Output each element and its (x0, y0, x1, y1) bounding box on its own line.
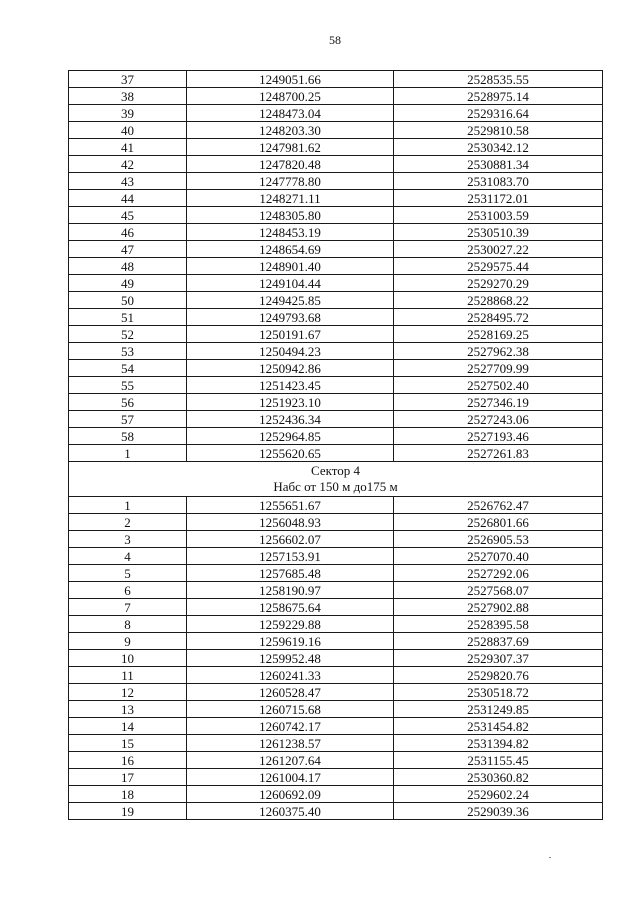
point-number-cell: 51 (69, 309, 187, 326)
y-coordinate-cell: 2528535.55 (394, 71, 603, 88)
y-coordinate-cell: 2527261.83 (394, 445, 603, 462)
x-coordinate-cell: 1261207.64 (187, 752, 394, 769)
point-number-cell: 4 (69, 548, 187, 565)
table-row (69, 701, 603, 718)
y-coordinate-cell: 2531172.01 (394, 190, 603, 207)
point-number-cell: 52 (69, 326, 187, 343)
scan-speck (549, 857, 551, 858)
coordinates-table-part2 (69, 497, 603, 820)
table-row (69, 582, 603, 599)
x-coordinate-cell: 1249425.85 (187, 292, 394, 309)
x-coordinate-cell: 1250494.23 (187, 343, 394, 360)
table-row (69, 667, 603, 684)
y-coordinate-cell: 2527070.40 (394, 548, 603, 565)
point-number-cell: 46 (69, 224, 187, 241)
coordinates-table-part1 (69, 71, 603, 462)
y-coordinate-cell: 2526801.66 (394, 514, 603, 531)
y-coordinate-cell: 2529575.44 (394, 258, 603, 275)
table-row (69, 224, 603, 241)
y-coordinate-cell: 2526762.47 (394, 497, 603, 514)
table-row (69, 292, 603, 309)
x-coordinate-cell: 1249051.66 (187, 71, 394, 88)
point-number-cell: 16 (69, 752, 187, 769)
x-coordinate-cell: 1257685.48 (187, 565, 394, 582)
y-coordinate-cell: 2529307.37 (394, 650, 603, 667)
table-row (69, 377, 603, 394)
table-row (69, 360, 603, 377)
y-coordinate-cell: 2528975.14 (394, 88, 603, 105)
y-coordinate-cell: 2531394.82 (394, 735, 603, 752)
table-row (69, 190, 603, 207)
table-row (69, 786, 603, 803)
point-number-cell: 11 (69, 667, 187, 684)
point-number-cell: 2 (69, 514, 187, 531)
x-coordinate-cell: 1252436.34 (187, 411, 394, 428)
y-coordinate-cell: 2528495.72 (394, 309, 603, 326)
x-coordinate-cell: 1258190.97 (187, 582, 394, 599)
x-coordinate-cell: 1258675.64 (187, 599, 394, 616)
point-number-cell: 12 (69, 684, 187, 701)
x-coordinate-cell: 1259619.16 (187, 633, 394, 650)
x-coordinate-cell: 1255620.65 (187, 445, 394, 462)
table-row (69, 156, 603, 173)
x-coordinate-cell: 1256048.93 (187, 514, 394, 531)
y-coordinate-cell: 2531155.45 (394, 752, 603, 769)
point-number-cell: 53 (69, 343, 187, 360)
point-number-cell: 48 (69, 258, 187, 275)
table-row (69, 139, 603, 156)
y-coordinate-cell: 2527902.88 (394, 599, 603, 616)
y-coordinate-cell: 2527709.99 (394, 360, 603, 377)
table-row (69, 309, 603, 326)
point-number-cell: 37 (69, 71, 187, 88)
y-coordinate-cell: 2529039.36 (394, 803, 603, 820)
table-row (69, 394, 603, 411)
x-coordinate-cell: 1248700.25 (187, 88, 394, 105)
x-coordinate-cell: 1261004.17 (187, 769, 394, 786)
x-coordinate-cell: 1248305.80 (187, 207, 394, 224)
x-coordinate-cell: 1260241.33 (187, 667, 394, 684)
point-number-cell: 13 (69, 701, 187, 718)
table-row (69, 105, 603, 122)
x-coordinate-cell: 1248473.04 (187, 105, 394, 122)
x-coordinate-cell: 1248654.69 (187, 241, 394, 258)
x-coordinate-cell: 1260375.40 (187, 803, 394, 820)
table-row (69, 173, 603, 190)
point-number-cell: 39 (69, 105, 187, 122)
x-coordinate-cell: 1256602.07 (187, 531, 394, 548)
y-coordinate-cell: 2530510.39 (394, 224, 603, 241)
y-coordinate-cell: 2527292.06 (394, 565, 603, 582)
point-number-cell: 40 (69, 122, 187, 139)
point-number-cell: 55 (69, 377, 187, 394)
table-row (69, 343, 603, 360)
table-row (69, 428, 603, 445)
y-coordinate-cell: 2530881.34 (394, 156, 603, 173)
point-number-cell: 6 (69, 582, 187, 599)
y-coordinate-cell: 2530518.72 (394, 684, 603, 701)
x-coordinate-cell: 1259952.48 (187, 650, 394, 667)
point-number-cell: 15 (69, 735, 187, 752)
point-number-cell: 42 (69, 156, 187, 173)
x-coordinate-cell: 1249104.44 (187, 275, 394, 292)
x-coordinate-cell: 1260692.09 (187, 786, 394, 803)
y-coordinate-cell: 2527346.19 (394, 394, 603, 411)
point-number-cell: 1 (69, 497, 187, 514)
x-coordinate-cell: 1250191.67 (187, 326, 394, 343)
coordinates-table (68, 70, 603, 820)
point-number-cell: 43 (69, 173, 187, 190)
table-row (69, 531, 603, 548)
point-number-cell: 7 (69, 599, 187, 616)
x-coordinate-cell: 1260715.68 (187, 701, 394, 718)
y-coordinate-cell: 2530027.22 (394, 241, 603, 258)
x-coordinate-cell: 1252964.85 (187, 428, 394, 445)
point-number-cell: 44 (69, 190, 187, 207)
x-coordinate-cell: 1257153.91 (187, 548, 394, 565)
x-coordinate-cell: 1248901.40 (187, 258, 394, 275)
table-row (69, 445, 603, 462)
y-coordinate-cell: 2527962.38 (394, 343, 603, 360)
point-number-cell: 54 (69, 360, 187, 377)
table-row (69, 548, 603, 565)
y-coordinate-cell: 2531454.82 (394, 718, 603, 735)
x-coordinate-cell: 1247820.48 (187, 156, 394, 173)
point-number-cell: 8 (69, 616, 187, 633)
y-coordinate-cell: 2528868.22 (394, 292, 603, 309)
point-number-cell: 17 (69, 769, 187, 786)
y-coordinate-cell: 2529270.29 (394, 275, 603, 292)
point-number-cell: 56 (69, 394, 187, 411)
y-coordinate-cell: 2531083.70 (394, 173, 603, 190)
table-row (69, 275, 603, 292)
section-header (69, 462, 603, 497)
x-coordinate-cell: 1248271.11 (187, 190, 394, 207)
table-row (69, 803, 603, 820)
x-coordinate-cell: 1248203.30 (187, 122, 394, 139)
table-row (69, 122, 603, 139)
x-coordinate-cell: 1260742.17 (187, 718, 394, 735)
table-row (69, 207, 603, 224)
table-row (69, 599, 603, 616)
point-number-cell: 41 (69, 139, 187, 156)
section-header-row (69, 462, 603, 497)
x-coordinate-cell: 1259229.88 (187, 616, 394, 633)
y-coordinate-cell: 2526905.53 (394, 531, 603, 548)
table-row (69, 633, 603, 650)
point-number-cell: 9 (69, 633, 187, 650)
point-number-cell: 45 (69, 207, 187, 224)
table-row (69, 752, 603, 769)
table-row (69, 241, 603, 258)
point-number-cell: 10 (69, 650, 187, 667)
y-coordinate-cell: 2528395.58 (394, 616, 603, 633)
point-number-cell: 14 (69, 718, 187, 735)
table-row (69, 258, 603, 275)
table-row (69, 497, 603, 514)
table-row (69, 411, 603, 428)
table-row (69, 769, 603, 786)
y-coordinate-cell: 2531003.59 (394, 207, 603, 224)
point-number-cell: 49 (69, 275, 187, 292)
table-row (69, 735, 603, 752)
table-row (69, 718, 603, 735)
y-coordinate-cell: 2531249.85 (394, 701, 603, 718)
table-row (69, 684, 603, 701)
y-coordinate-cell: 2528837.69 (394, 633, 603, 650)
page-number: 58 (329, 33, 341, 47)
y-coordinate-cell: 2527502.40 (394, 377, 603, 394)
x-coordinate-cell: 1260528.47 (187, 684, 394, 701)
x-coordinate-cell: 1249793.68 (187, 309, 394, 326)
y-coordinate-cell: 2530342.12 (394, 139, 603, 156)
table-row (69, 565, 603, 582)
point-number-cell: 5 (69, 565, 187, 582)
y-coordinate-cell: 2529810.58 (394, 122, 603, 139)
point-number-cell: 38 (69, 88, 187, 105)
section-title: Сектор 4 (310, 463, 360, 478)
point-number-cell: 18 (69, 786, 187, 803)
table-row (69, 88, 603, 105)
table-row (69, 326, 603, 343)
table-row (69, 616, 603, 633)
table-row (69, 514, 603, 531)
point-number-cell: 50 (69, 292, 187, 309)
x-coordinate-cell: 1261238.57 (187, 735, 394, 752)
table-row (69, 71, 603, 88)
section-header-cell (69, 462, 603, 497)
point-number-cell: 3 (69, 531, 187, 548)
y-coordinate-cell: 2530360.82 (394, 769, 603, 786)
x-coordinate-cell: 1248453.19 (187, 224, 394, 241)
y-coordinate-cell: 2529316.64 (394, 105, 603, 122)
y-coordinate-cell: 2527193.46 (394, 428, 603, 445)
y-coordinate-cell: 2528169.25 (394, 326, 603, 343)
x-coordinate-cell: 1255651.67 (187, 497, 394, 514)
y-coordinate-cell: 2527243.06 (394, 411, 603, 428)
x-coordinate-cell: 1251423.45 (187, 377, 394, 394)
x-coordinate-cell: 1250942.86 (187, 360, 394, 377)
y-coordinate-cell: 2529820.76 (394, 667, 603, 684)
point-number-cell: 1 (69, 445, 187, 462)
table-row (69, 650, 603, 667)
section-subtitle: Набс от 150 м до175 м (273, 479, 398, 494)
x-coordinate-cell: 1247778.80 (187, 173, 394, 190)
point-number-cell: 57 (69, 411, 187, 428)
x-coordinate-cell: 1251923.10 (187, 394, 394, 411)
point-number-cell: 47 (69, 241, 187, 258)
point-number-cell: 19 (69, 803, 187, 820)
x-coordinate-cell: 1247981.62 (187, 139, 394, 156)
y-coordinate-cell: 2527568.07 (394, 582, 603, 599)
y-coordinate-cell: 2529602.24 (394, 786, 603, 803)
point-number-cell: 58 (69, 428, 187, 445)
